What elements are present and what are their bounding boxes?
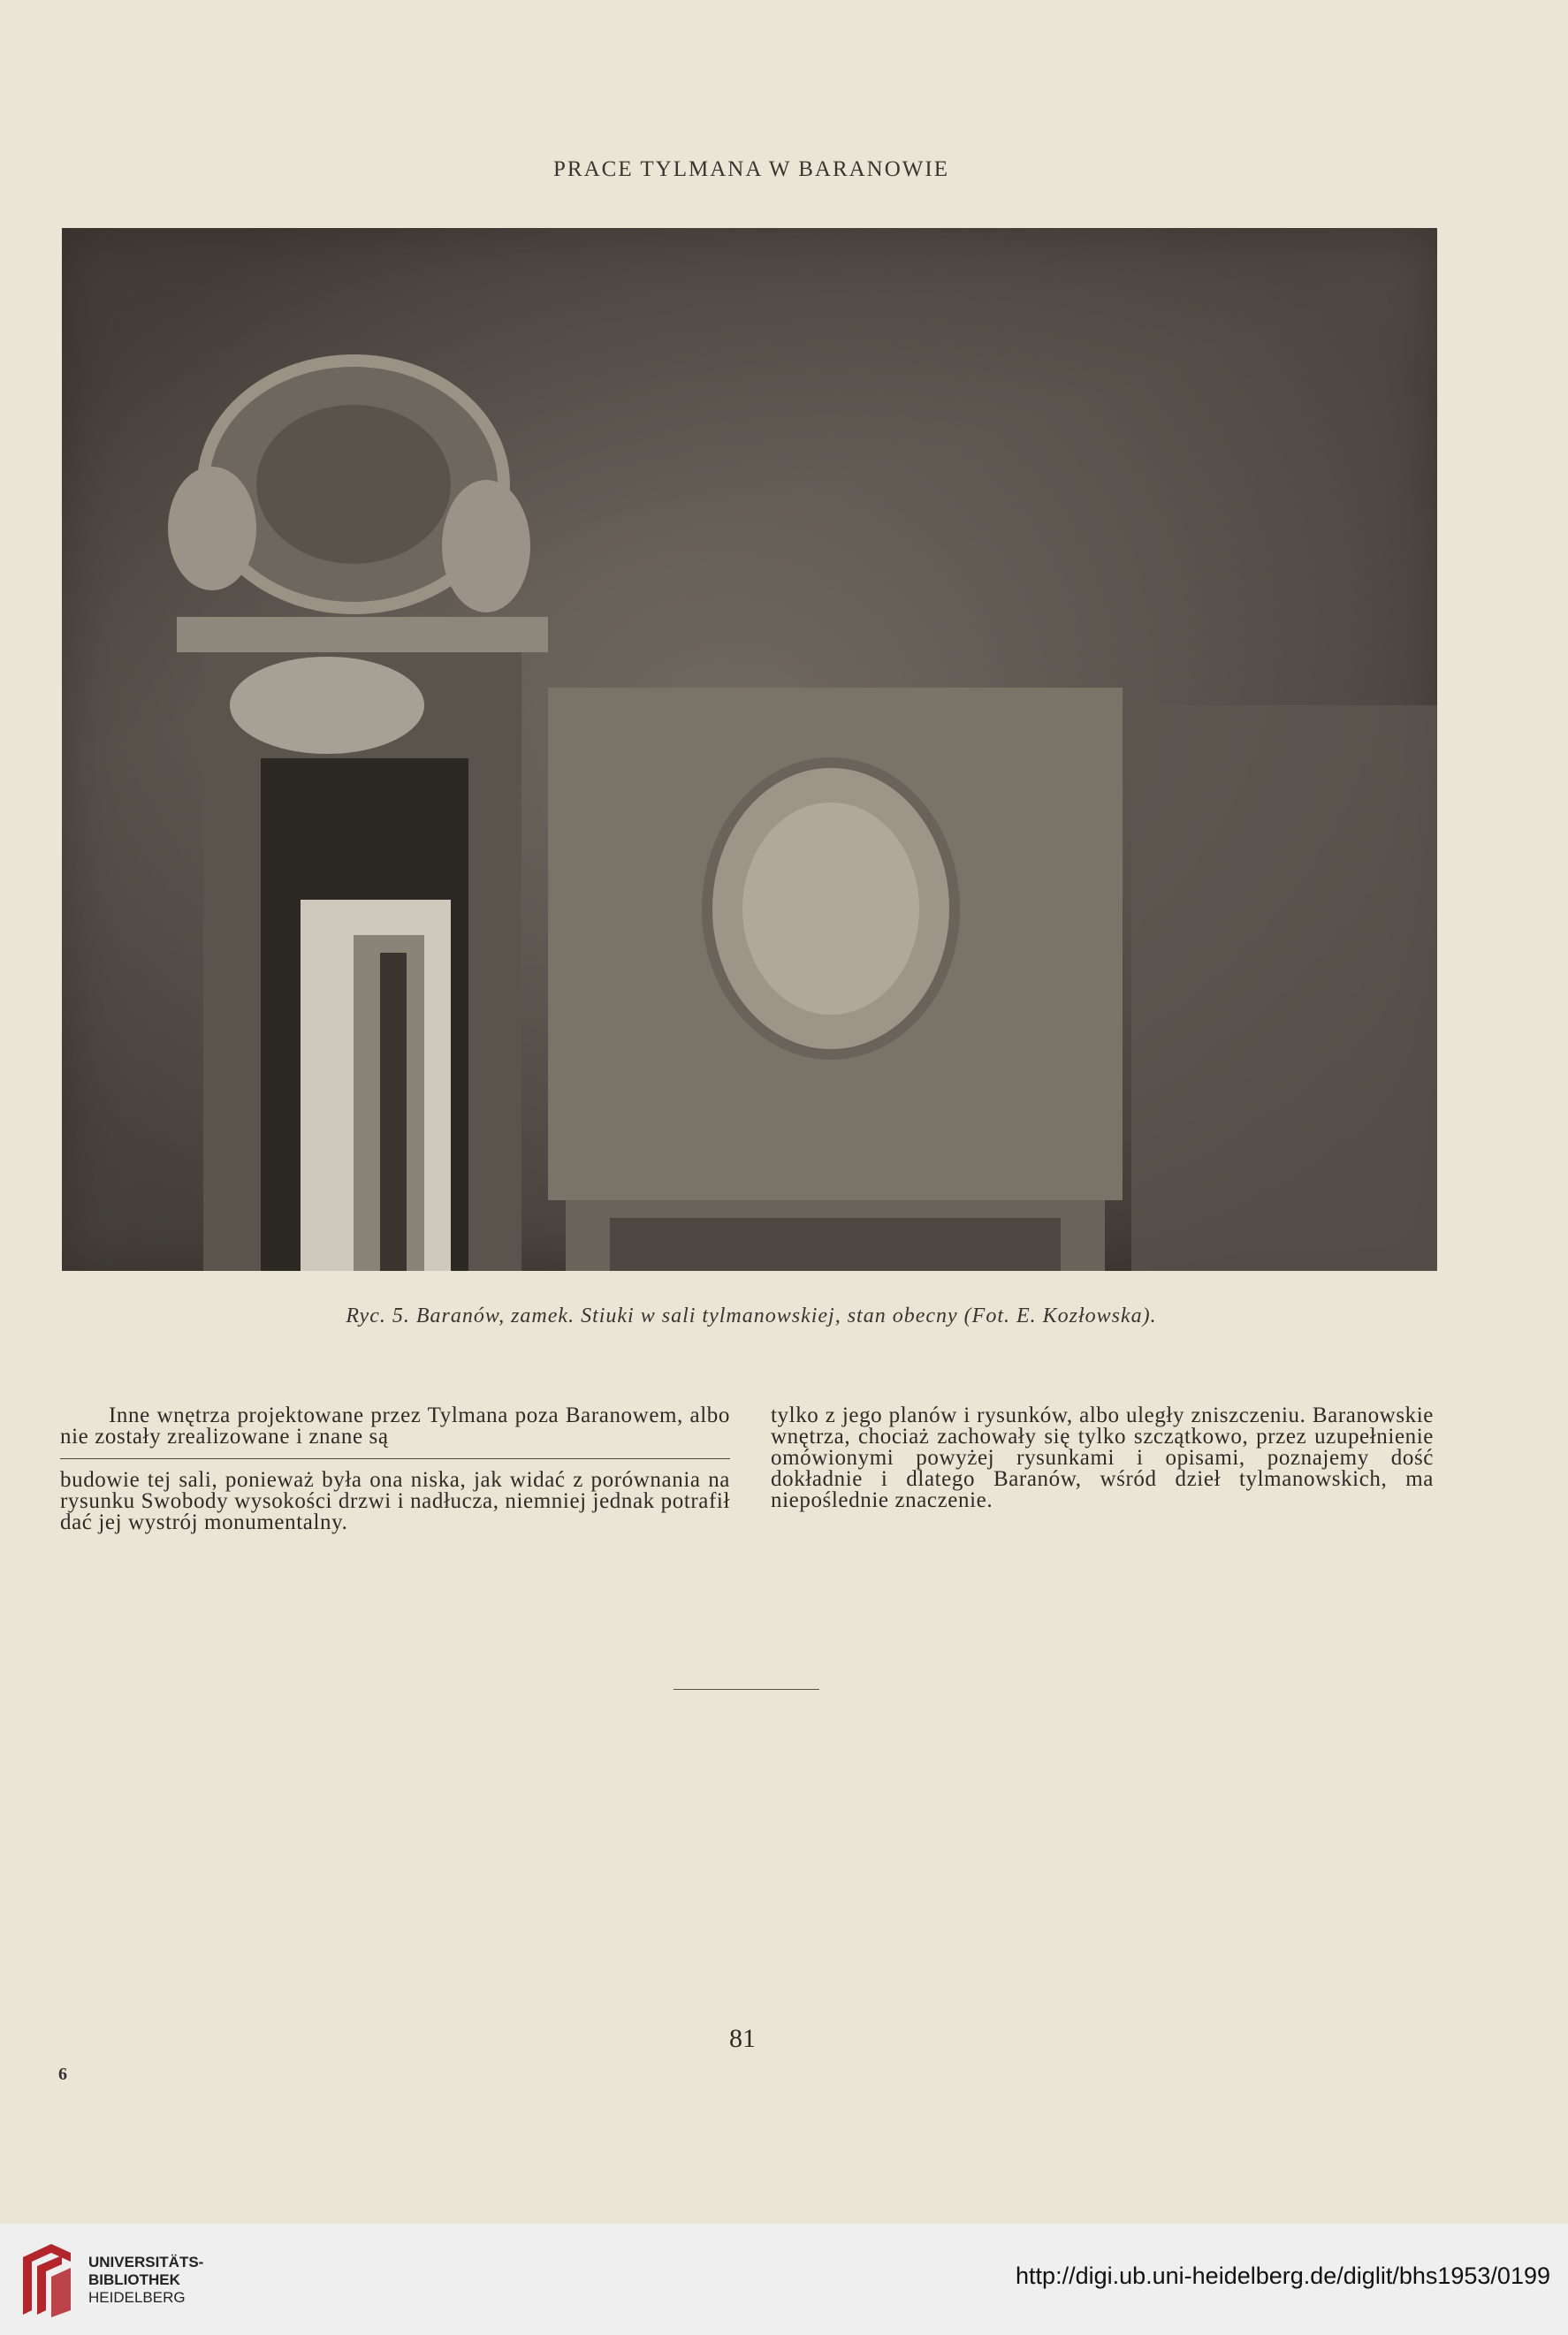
- permalink-url[interactable]: http://digi.ub.uni-heidelberg.de/diglit/bhs1953/0199: [1016, 2263, 1550, 2289]
- section-end-rule: [674, 1689, 819, 1690]
- library-name: [88, 2254, 203, 2307]
- viewer-footer: [0, 2224, 1568, 2335]
- library-name-line: BIBLIOTHEK: [88, 2271, 180, 2288]
- footnote-rule: [60, 1458, 730, 1459]
- library-logo-icon: [16, 2240, 78, 2319]
- footnote-text: budowie tej sali, ponieważ była ona niska, jak widać z porównania na rysunku Swobody wysokości drzwi i nadłucza, niemniej jednak potrafił dać jej wystrój monumentalny.: [60, 1468, 731, 1534]
- stucco-photo-illustration: [62, 228, 1437, 1271]
- margin-mark: 6: [58, 2065, 67, 2084]
- running-head: PRACE TYLMANA W BARANOWIE: [553, 157, 949, 181]
- figure-photo: [62, 228, 1437, 1271]
- page-number: 81: [729, 2024, 756, 2053]
- figure-caption: Ryc. 5. Baranów, zamek. Stiuki w sali tylmanowskiej, stan obecny (Fot. E. Kozłowska).: [346, 1304, 1157, 1327]
- left-column: [60, 1405, 730, 1533]
- library-name-line: HEIDELBERG: [88, 2289, 186, 2306]
- library-name-line: UNIVERSITÄTS-: [88, 2254, 204, 2270]
- right-column: [771, 1405, 1434, 1511]
- body-paragraph: tylko z jego planów i rysunków, albo uległy zniszczeniu. Baranowskie wnętrza, chociaż zachowały się tylko szczątkowo, przez uzupełnienie omówionymi powyżej rysunkami i opisami, poznajemy dość dokładnie i dlatego Baranów, wśród dzieł tylmanowskich, ma niepoślednie znaczenie.: [771, 1403, 1434, 1512]
- body-paragraph: Inne wnętrza projektowane przez Tylmana poza Baranowem, albo nie zostały zrealizowane i znane są: [60, 1403, 730, 1449]
